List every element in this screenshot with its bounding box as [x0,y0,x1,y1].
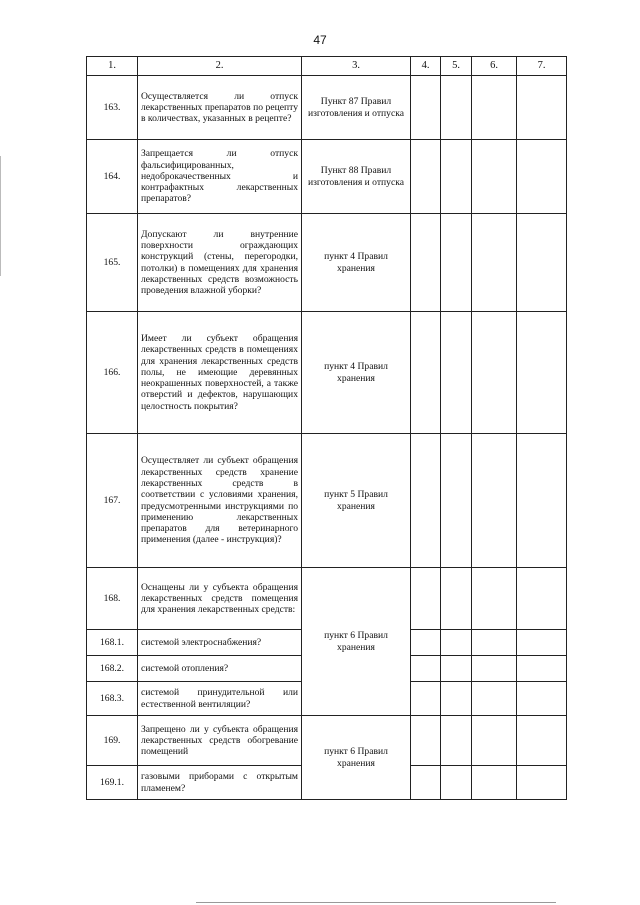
mark-cell [441,434,472,568]
mark-cell [517,766,567,800]
mark-cell [472,76,517,140]
table-row [87,140,567,214]
header-cell: 5. [441,57,472,76]
mark-cell [517,568,567,630]
mark-cell [441,568,472,630]
mark-cell [517,76,567,140]
table-row [87,76,567,140]
row-question: системой принудительной или естественной вентиляции? [138,682,302,716]
table-row [87,568,567,630]
row-question: Имеет ли субъект обращения лекарственных средств в помещениях для хранения лекарственных средств полы, не имеющие деревянных неокрашенных поверхностей, а также отверстий и дефектов, нарушающих целостность покрытия? [138,312,302,434]
header-cell: 6. [472,57,517,76]
scan-artifact-bottom [196,902,556,903]
mark-cell [441,214,472,312]
mark-cell [517,682,567,716]
table-row [87,312,567,434]
mark-cell [441,682,472,716]
row-reference: пункт 6 Правил хранения [302,568,411,716]
mark-cell [411,630,441,656]
row-question: Запрещено ли у субъекта обращения лекарственных средств обогревание помещений [138,716,302,766]
row-question: системой электроснабжения? [138,630,302,656]
row-question: Допускают ли внутренние поверхности ограждающих конструкций (стены, перегородки, потолки) в помещениях для хранения лекарственных средств возможность проведения влажной уборки? [138,214,302,312]
mark-cell [411,312,441,434]
mark-cell [472,568,517,630]
mark-cell [411,656,441,682]
mark-cell [517,140,567,214]
mark-cell [472,656,517,682]
row-question: Запрещается ли отпуск фальсифицированных, недоброкачественных и контрафактных лекарственных препаратов? [138,140,302,214]
row-number: 167. [87,434,138,568]
row-number: 163. [87,76,138,140]
mark-cell [517,716,567,766]
mark-cell [472,434,517,568]
header-cell: 1. [87,57,138,76]
row-number: 168. [87,568,138,630]
mark-cell [411,682,441,716]
mark-cell [472,140,517,214]
row-reference: пункт 4 Правил хранения [302,312,411,434]
scan-artifact [0,156,1,276]
mark-cell [411,214,441,312]
row-number: 164. [87,140,138,214]
mark-cell [411,568,441,630]
row-number: 168.3. [87,682,138,716]
mark-cell [411,76,441,140]
mark-cell [441,630,472,656]
row-reference: Пункт 88 Правил изготовления и отпуска [302,140,411,214]
mark-cell [472,682,517,716]
header-cell: 2. [138,57,302,76]
row-number: 168.1. [87,630,138,656]
row-reference: пункт 5 Правил хранения [302,434,411,568]
mark-cell [517,656,567,682]
table-header-row [87,57,567,76]
row-question: системой отопления? [138,656,302,682]
mark-cell [472,312,517,434]
mark-cell [517,434,567,568]
table-row [87,434,567,568]
row-reference: пункт 6 Правил хранения [302,716,411,800]
mark-cell [472,716,517,766]
mark-cell [472,766,517,800]
page-number: 47 [313,33,327,47]
mark-cell [517,312,567,434]
mark-cell [441,76,472,140]
table-row [87,214,567,312]
row-question: Осуществляется ли отпуск лекарственных препаратов по рецепту в количествах, указанных в рецепте? [138,76,302,140]
mark-cell [472,214,517,312]
mark-cell [441,716,472,766]
mark-cell [411,140,441,214]
mark-cell [441,766,472,800]
header-cell: 4. [411,57,441,76]
row-question: Осуществляет ли субъект обращения лекарственных средств хранение лекарственных средств в соответствии с условиями хранения, предусмотренными инструкциями по применению лекарственных препаратов для ветеринарного применения (далее - инструкция)? [138,434,302,568]
mark-cell [441,656,472,682]
mark-cell [517,630,567,656]
checklist-table [86,56,567,800]
row-question: Оснащены ли у субъекта обращения лекарственных средств помещения для хранения лекарственных средств: [138,568,302,630]
row-number: 166. [87,312,138,434]
row-reference: Пункт 87 Правил изготовления и отпуска [302,76,411,140]
mark-cell [472,630,517,656]
header-cell: 7. [517,57,567,76]
row-number: 169. [87,716,138,766]
mark-cell [441,140,472,214]
mark-cell [411,434,441,568]
row-reference: пункт 4 Правил хранения [302,214,411,312]
header-cell: 3. [302,57,411,76]
mark-cell [411,766,441,800]
row-number: 165. [87,214,138,312]
mark-cell [411,716,441,766]
table-row [87,716,567,766]
row-number: 168.2. [87,656,138,682]
row-question: газовыми приборами с открытым пламенем? [138,766,302,800]
mark-cell [517,214,567,312]
row-number: 169.1. [87,766,138,800]
mark-cell [441,312,472,434]
